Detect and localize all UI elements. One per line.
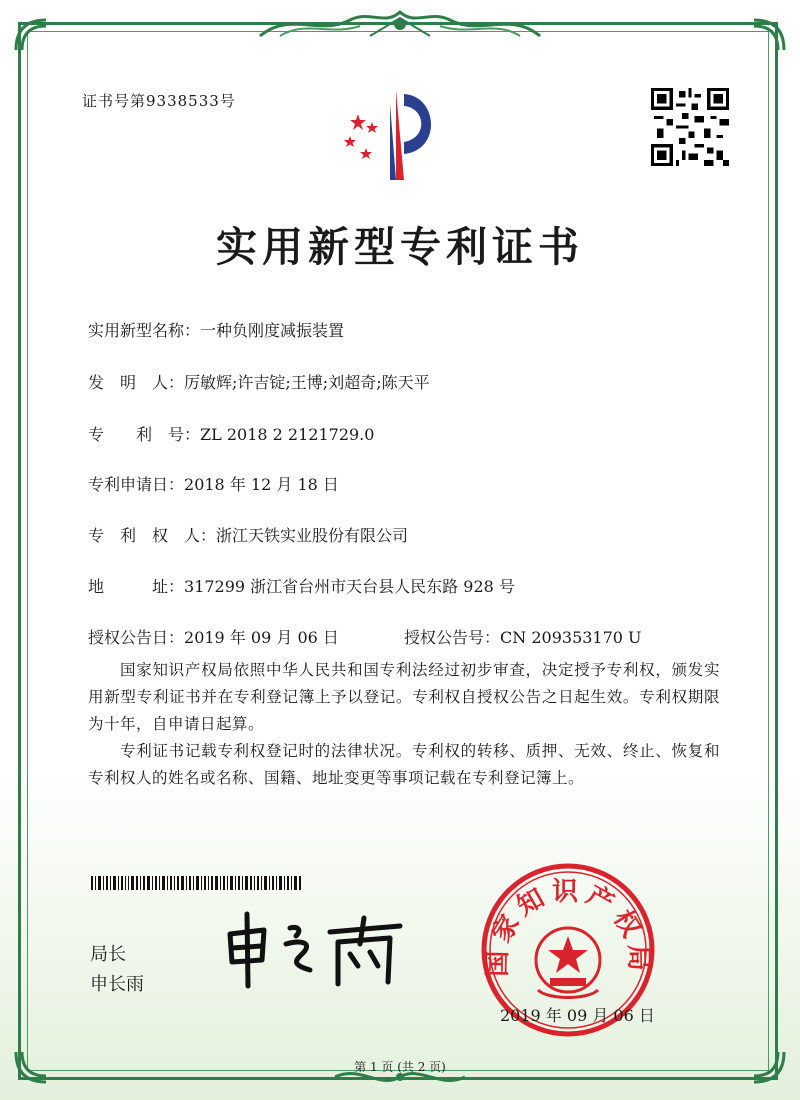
director-title: 局长	[90, 944, 126, 965]
svg-text:国家知识产权局: 国家知识产权局	[482, 877, 654, 977]
certificate-title: 实用新型专利证书	[216, 223, 584, 271]
field-label: 地 址：	[88, 577, 185, 596]
field-value: 厉敏辉;许吉锭;王博;刘超奇;陈天平	[184, 373, 430, 392]
field-patentee	[88, 523, 408, 546]
field-value: ZL 2018 2 2121729.0	[200, 425, 375, 444]
patent-office-logo-icon	[338, 84, 448, 184]
field-label: 授权公告号：	[404, 628, 501, 647]
seal-date: 2019 年 09 月 06 日	[500, 1006, 655, 1025]
legal-paragraph: 国家知识产权局依照中华人民共和国专利法经过初步审查，决定授予专利权，颁发实用新型专利证书并在专利登记簿上予以登记。专利权自授权公告之日起生效。专利权期限为十年，自申请日起算。	[88, 661, 720, 733]
field-inventors	[88, 370, 430, 393]
field-value: 2019 年 09 月 06 日	[184, 628, 339, 647]
field-label: 专 利 权 人：	[88, 526, 217, 545]
legal-paragraph: 专利证书记载专利权登记时的法律状况。专利权的转移、质押、无效、终止、恢复和专利权人的姓名或名称、国籍、地址变更等事项记载在专利登记簿上。	[88, 742, 720, 787]
top-ornament-icon	[250, 6, 550, 42]
field-address	[88, 574, 515, 597]
page-number: 第 1 页 (共 2 页)	[354, 1060, 446, 1074]
field-patent-number	[88, 422, 374, 445]
corner-ornament-icon	[750, 16, 788, 54]
signature-icon	[220, 904, 410, 990]
field-label: 实用新型名称：	[88, 321, 201, 340]
field-value: 浙江天铁实业股份有限公司	[216, 526, 409, 545]
field-value: 一种负刚度减振装置	[200, 321, 345, 340]
field-grant-date	[88, 625, 339, 648]
barcode-icon	[91, 876, 301, 890]
field-value: CN 209353170 U	[500, 628, 642, 647]
field-filing-date	[88, 472, 339, 495]
field-label: 专利申请日：	[88, 475, 185, 494]
corner-ornament-icon	[12, 16, 50, 54]
field-value: 317299 浙江省台州市天台县人民东路 928 号	[184, 577, 515, 596]
field-utility-model-name	[88, 318, 344, 341]
field-value: 2018 年 12 月 18 日	[184, 475, 339, 494]
field-label: 授权公告日：	[88, 628, 185, 647]
field-label: 发 明 人：	[88, 373, 185, 392]
field-label: 专 利 号：	[88, 425, 201, 444]
qr-code-icon	[651, 88, 729, 166]
director-name: 申长雨	[90, 974, 144, 995]
field-grant-number	[404, 625, 642, 648]
certificate-number: 证书号第9338533号	[82, 92, 236, 110]
